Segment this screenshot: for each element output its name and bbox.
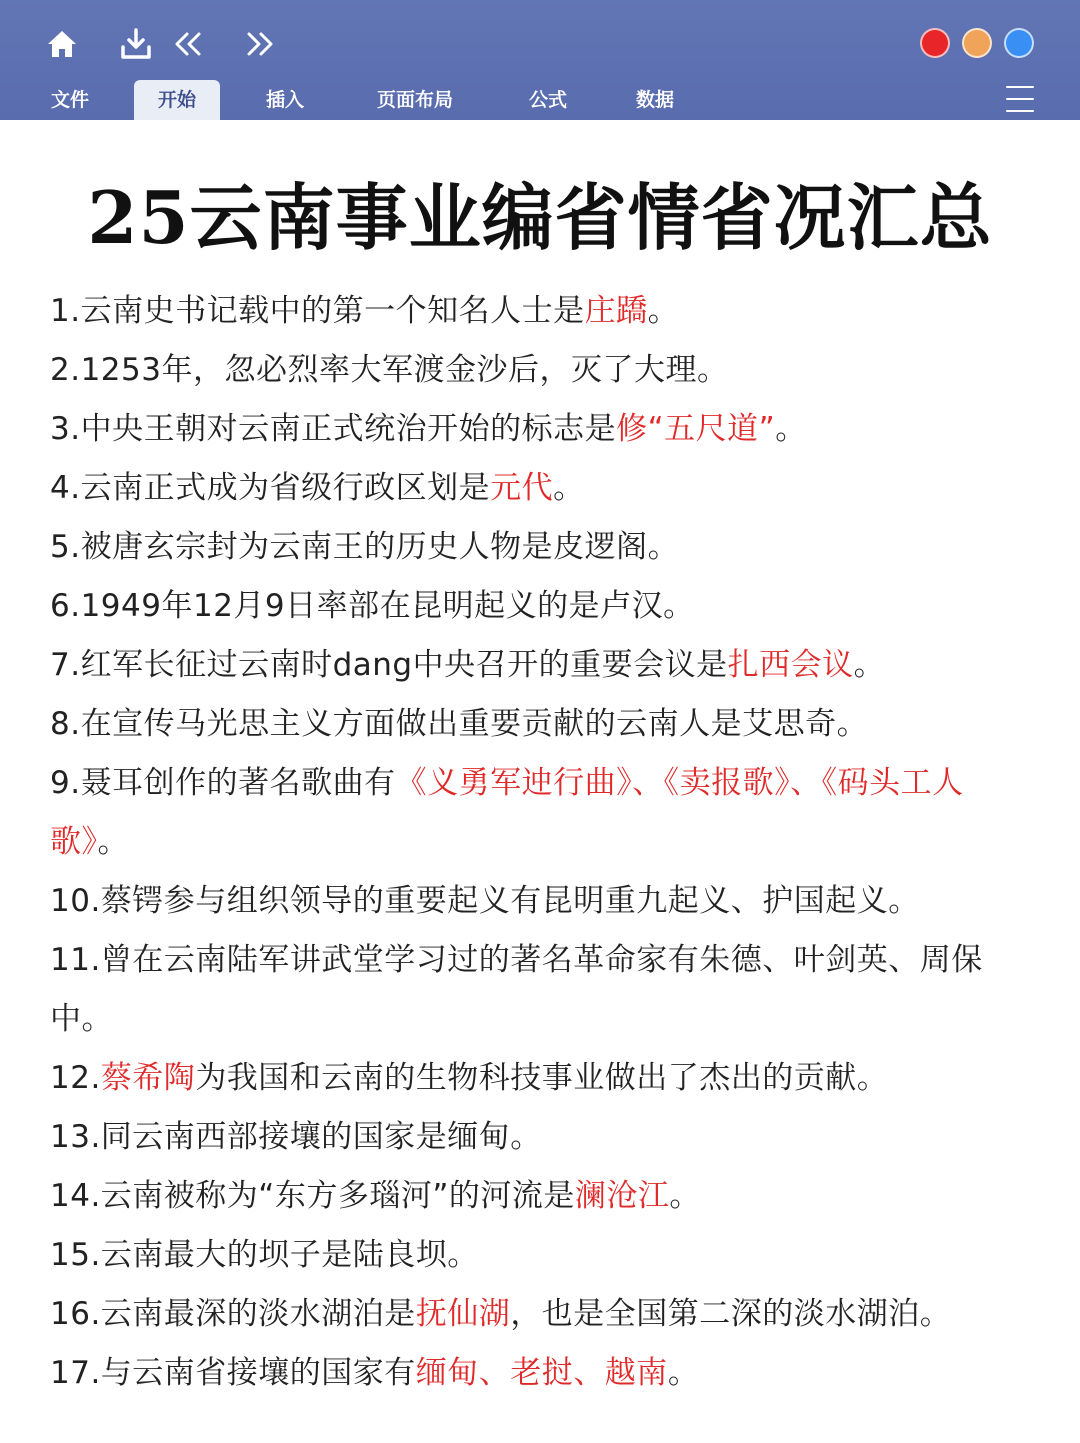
item-text: 7.红军长征过云南时dang中央召开的重要会议是 <box>50 647 728 683</box>
minimize-dot[interactable] <box>962 28 992 58</box>
download-icon[interactable] <box>116 24 156 64</box>
item-text: 14.云南被称为“东方多瑙河”的河流是 <box>50 1178 575 1214</box>
list-item <box>50 400 1040 459</box>
list-item <box>50 1167 1040 1226</box>
highlighted-answer: 缅甸、老挝、越南 <box>415 1355 668 1391</box>
highlighted-answer: 澜沧江 <box>574 1178 670 1214</box>
list-item <box>50 872 1040 931</box>
list-item <box>50 1226 1040 1285</box>
highlighted-answer: 蔡希陶 <box>100 1060 196 1096</box>
item-text: 为我国和云南的生物科技事业做出了杰出的贡献。 <box>195 1060 889 1096</box>
list-item <box>50 1108 1040 1167</box>
item-text: 1.云南史书记载中的第一个知名人士是 <box>50 293 585 329</box>
item-text: 。 <box>669 1178 701 1214</box>
list-item <box>50 282 1040 341</box>
highlighted-answer: 抚仙湖 <box>415 1296 511 1332</box>
item-text: 15.云南最大的坝子是陆良坝。 <box>50 1237 479 1273</box>
tab-page-layout[interactable]: 页面布局 <box>376 89 453 111</box>
back-double-chevron-icon[interactable] <box>168 24 208 64</box>
forward-double-chevron-icon[interactable] <box>240 24 280 64</box>
hamburger-menu-icon[interactable] <box>1006 86 1034 112</box>
maximize-dot[interactable] <box>1004 28 1034 58</box>
list-item <box>50 636 1040 695</box>
item-text: 。 <box>647 293 680 329</box>
tab-formula[interactable]: 公式 <box>528 89 567 111</box>
quick-toolbar <box>0 0 1080 80</box>
item-text: 5.被唐玄宗封为云南王的历史人物是皮逻阁。 <box>50 529 680 565</box>
highlighted-answer: 庄蹻 <box>584 293 648 329</box>
item-text: 。 <box>853 647 886 683</box>
item-text: 8.在宣传马光思主义方面做出重要贡献的云南人是艾思奇。 <box>50 706 869 742</box>
list-item <box>50 754 1040 872</box>
item-text: 6.1949年12月9日率部在昆明起义的是卢汉。 <box>50 588 695 624</box>
tab-file[interactable]: 文件 <box>50 89 89 111</box>
tab-data[interactable]: 数据 <box>635 89 674 111</box>
close-dot[interactable] <box>920 28 950 58</box>
item-text: 16.云南最深的淡水湖泊是 <box>50 1296 416 1332</box>
item-text: 。 <box>553 470 585 506</box>
tab-home[interactable]: 开始 <box>134 80 220 120</box>
list-item <box>50 931 1040 1049</box>
item-text: 13.同云南西部接壤的国家是缅甸。 <box>50 1119 542 1155</box>
item-text: 2.1253年，忽必烈率大军渡金沙后，灭了大理。 <box>50 352 729 388</box>
item-text: 4.云南正式成为省级行政区划是 <box>50 470 491 506</box>
item-text: 9.聂耳创作的著名歌曲有 <box>50 765 396 801</box>
list-item <box>50 518 1040 577</box>
tab-insert[interactable]: 插入 <box>265 89 304 111</box>
item-text: 。 <box>775 411 807 447</box>
item-text: 。 <box>97 824 129 860</box>
list-item <box>50 1285 1040 1344</box>
home-icon[interactable] <box>42 24 82 64</box>
item-text: 12. <box>50 1060 101 1096</box>
item-text: ，也是全国第二深的淡水湖泊。 <box>510 1296 952 1332</box>
page-title: 25云南事业编省情省况汇总 <box>87 175 993 260</box>
fact-list <box>50 282 1040 1403</box>
list-item <box>50 1049 1040 1108</box>
item-text: 10.蔡锷参与组织领导的重要起义有昆明重九起义、护国起义。 <box>50 883 920 919</box>
item-text: 。 <box>667 1355 700 1391</box>
highlighted-answer: 修“五尺道” <box>616 411 776 447</box>
item-text: 11.曾在云南陆军讲武堂学习过的著名革命家有朱德、叶剑英、周保中。 <box>50 942 983 1037</box>
app-ribbon <box>0 0 1080 120</box>
list-item <box>50 459 1040 518</box>
highlighted-answer: 扎西会议 <box>727 647 854 683</box>
item-text: 17.与云南省接壤的国家有 <box>50 1355 416 1391</box>
highlighted-answer: 元代 <box>490 470 554 506</box>
list-item <box>50 695 1040 754</box>
item-text: 3.中央王朝对云南正式统治开始的标志是 <box>50 411 617 447</box>
list-item <box>50 577 1040 636</box>
highlighted-answer: 《义勇军迚行曲》、《卖报歌》、《码头工人歌》 <box>50 765 964 860</box>
list-item <box>50 1344 1040 1403</box>
list-item <box>50 341 1040 400</box>
ribbon-tabs <box>0 80 1080 120</box>
window-controls <box>920 28 1034 58</box>
